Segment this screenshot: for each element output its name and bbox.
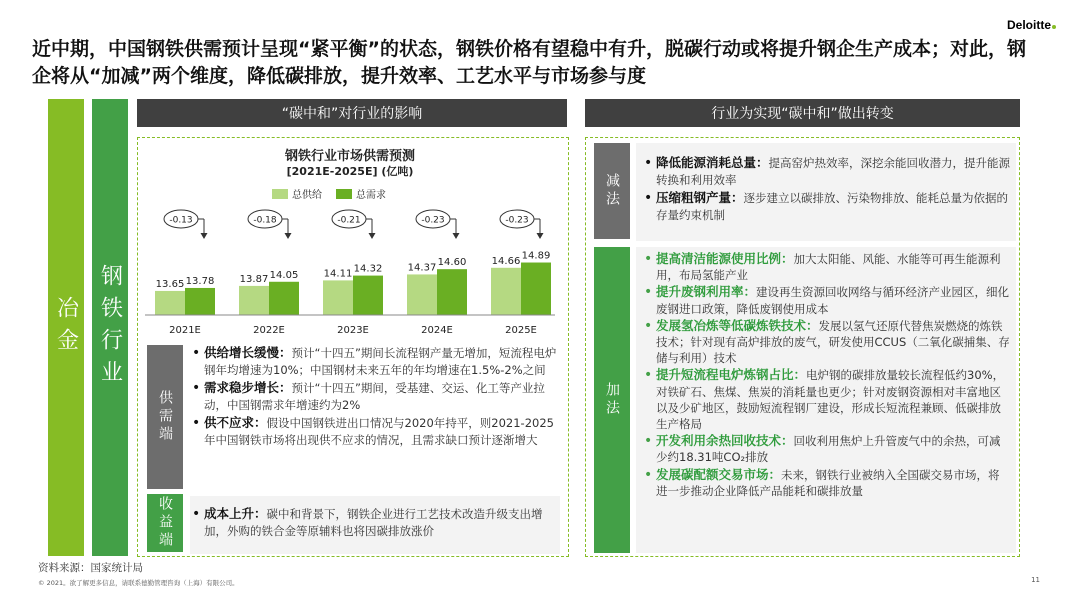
add-bullet: • 发展氢冶炼等低碳炼铁技术：发展以氢气还原代替焦炭燃烧的炼铁技术；针对现有高炉排放的废气，研发使用CCUS（二氧化碳捕集、存储与利用）技术 <box>642 318 1010 367</box>
chart-title: 钢铁行业市场供需预测 <box>284 149 415 164</box>
profit-tag: 收益端 <box>147 494 183 552</box>
reduce-tag: 减法 <box>594 143 630 239</box>
supply-bullet: • 供不应求：假设中国钢铁进出口情况与2020年持平，则2021-2025年中国钢铁市场将出现供不应求的情况，且需求缺口预计逐渐增大 <box>190 415 560 448</box>
value-label-supply: 14.37 <box>407 262 437 274</box>
add-panel <box>636 247 1016 553</box>
bar-supply <box>323 280 353 315</box>
copyright: © 2021。欲了解更多信息，请联系德勤管理咨询（上海）有限公司。 <box>38 579 239 587</box>
profit-panel <box>190 496 560 554</box>
bar-supply <box>491 268 521 315</box>
deloitte-logo: Deloitte <box>1007 18 1056 32</box>
bar-supply <box>155 291 185 315</box>
value-label-demand: 14.60 <box>437 257 467 269</box>
value-label-supply: 13.65 <box>155 278 185 290</box>
legend-item-supply <box>272 186 322 201</box>
value-label-demand: 14.05 <box>269 269 299 281</box>
page-number: 11 <box>1031 576 1040 584</box>
add-tag: 加法 <box>594 247 630 553</box>
add-bullet: • 开发利用余热回收技术：回收利用焦炉上升管废气中的余热，可减少约18.31吨CO₂排放 <box>642 433 1010 465</box>
value-label-supply: 14.11 <box>323 268 353 280</box>
legend-item-demand <box>336 186 386 201</box>
steel-industry-bar <box>92 99 128 556</box>
metallurgy-label: 冶金 <box>53 295 79 360</box>
x-tick-label: 2022E <box>253 325 285 336</box>
metallurgy-bar <box>48 99 84 556</box>
profit-bullet: • 成本上升：碳中和背景下，钢铁企业进行工艺技术改造升级支出增加，外购的铁合金等原辅料也将因碳排放涨价 <box>190 506 560 539</box>
bar-demand <box>437 269 467 315</box>
value-label-demand: 13.78 <box>185 275 215 287</box>
gap-arrow-head-icon <box>537 233 544 239</box>
value-label-demand: 14.89 <box>521 250 551 262</box>
add-bullet: • 提升短流程电炉炼钢占比：电炉钢的碳排放量较长流程低约30%，对铁矿石、焦煤、焦炭的消耗量也更少；针对废钢资源相对丰富地区以及少矿地区，鼓励短流程钢厂建设，形成长短流程兼顾、低碳排放生产格局 <box>642 367 1010 432</box>
supply-demand-panel <box>190 342 560 492</box>
gap-arrow-head-icon <box>369 233 376 239</box>
bar-demand <box>269 282 299 315</box>
bar-demand <box>353 276 383 315</box>
gap-label: -0.18 <box>253 215 277 226</box>
chart-legend <box>272 186 386 201</box>
legend-label-supply: 总供给 <box>292 190 322 201</box>
impact-section-header: “碳中和”对行业的影响 <box>137 99 567 127</box>
legend-label-demand: 总需求 <box>356 190 386 201</box>
value-label-supply: 14.66 <box>491 255 521 267</box>
gap-label: -0.13 <box>169 215 193 226</box>
gap-label: -0.21 <box>337 215 361 226</box>
bar-demand <box>185 288 215 315</box>
x-tick-label: 2025E <box>505 325 537 336</box>
x-tick-label: 2024E <box>421 325 453 336</box>
gap-arrow-head-icon <box>285 233 292 239</box>
legend-swatch-supply <box>272 189 288 199</box>
add-bullet: • 提高清洁能源使用比例：加大太阳能、风能、水能等可再生能源利用，布局氢能产业 <box>642 251 1010 283</box>
steel-industry-label: 钢铁行业 <box>97 263 123 392</box>
supply-bullet: • 供给增长缓慢：预计“十四五”期间长流程钢产量无增加，短流程电炉钢年均增速为10%；中国钢材未来五年的年均增速在1.5%-2%之间 <box>190 345 560 378</box>
bar-demand <box>521 263 551 315</box>
chart-subtitle: [2021E-2025E] (亿吨) <box>286 165 414 178</box>
reduce-panel <box>636 143 1016 241</box>
supply-demand-bar-chart <box>140 205 560 340</box>
reduce-bullet: • 压缩粗钢产量：逐步建立以碳排放、污染物排放、能耗总量为依据的存量约束机制 <box>642 190 1010 223</box>
transition-section-header: 行业为实现“碳中和”做出转变 <box>585 99 1020 127</box>
gap-label: -0.23 <box>505 215 529 226</box>
x-tick-label: 2023E <box>337 325 369 336</box>
supply-demand-tag: 供需端 <box>147 345 183 489</box>
gap-label: -0.23 <box>421 215 445 226</box>
value-label-demand: 14.32 <box>353 263 383 275</box>
reduce-bullet: • 降低能源消耗总量：提高窑炉热效率，深挖余能回收潜力，提升能源转换和利用效率 <box>642 155 1010 188</box>
logo-dot-icon <box>1052 25 1056 29</box>
add-bullet: • 提升废钢利用率：建设再生资源回收网络与循环经济产业园区，细化废钢进口政策，降低废钢使用成本 <box>642 284 1010 316</box>
add-bullet: • 发展碳配额交易市场：未来，钢铁行业被纳入全国碳交易市场，将进一步推动企业降低产品能耗和碳排放量 <box>642 467 1010 499</box>
data-source: 资料来源：国家统计局 <box>38 562 143 574</box>
x-tick-label: 2021E <box>169 325 201 336</box>
supply-bullet: • 需求稳步增长：预计“十四五”期间，受基建、交运、化工等产业拉动，中国钢需求年增速约为2% <box>190 380 560 413</box>
page-headline: 近中期，中国钢铁供需预计呈现“紧平衡”的状态，钢铁价格有望稳中有升，脱碳行动或将提升钢企生产成本；对此，钢企将从“加减”两个维度，降低碳排放，提升效率、工艺水平与市场参与度 <box>32 38 1026 87</box>
gap-arrow-head-icon <box>201 233 208 239</box>
legend-swatch-demand <box>336 189 352 199</box>
gap-arrow-head-icon <box>453 233 460 239</box>
bar-supply <box>239 286 269 315</box>
bar-supply <box>407 274 437 315</box>
value-label-supply: 13.87 <box>239 273 269 285</box>
